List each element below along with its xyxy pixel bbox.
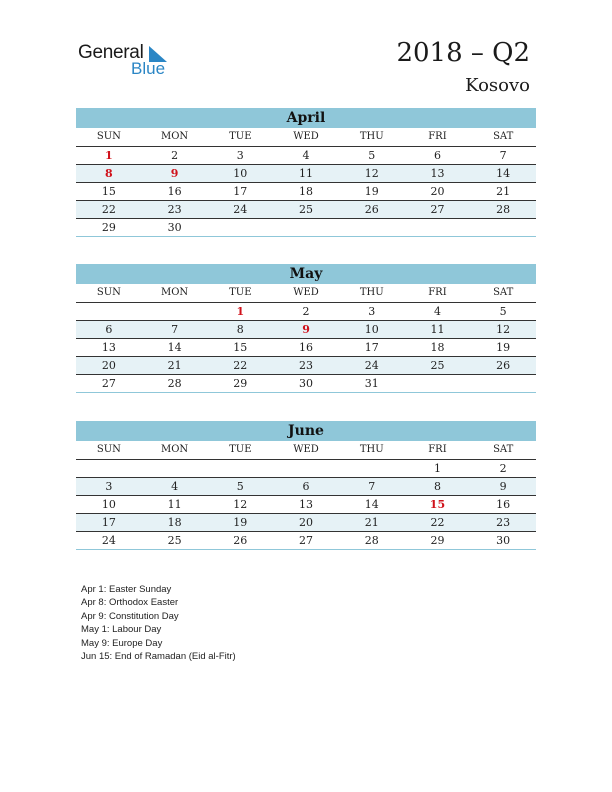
empty-date-cell (142, 303, 208, 320)
date-cell: 6 (433, 149, 441, 162)
weekday-label: SAT (493, 287, 514, 298)
weekday-label: SAT (493, 444, 514, 455)
weekday-label: FRI (428, 444, 447, 455)
page-title: 2018 – Q2 (396, 38, 530, 68)
date-cell: 21 (167, 359, 182, 372)
date-cell: 6 (302, 480, 310, 493)
week-row (76, 183, 536, 201)
date-cell: 2 (302, 305, 310, 318)
date-cell: 28 (167, 377, 182, 390)
date-cell: 21 (496, 185, 511, 198)
date-cell: 5 (236, 480, 244, 493)
weekday-header-row (76, 284, 536, 303)
date-cell: 3 (236, 149, 244, 162)
date-cell: 10 (364, 323, 379, 336)
date-cell: 27 (299, 534, 314, 547)
date-cell: 22 (233, 359, 248, 372)
empty-date-cell (76, 460, 142, 477)
date-cell: 13 (299, 498, 314, 511)
date-cell: 18 (430, 341, 445, 354)
week-row (76, 201, 536, 219)
country-name: Kosovo (465, 75, 530, 96)
date-cell: 30 (167, 221, 182, 234)
date-cell: 13 (430, 167, 445, 180)
empty-date-cell (142, 460, 208, 477)
date-cell: 26 (364, 203, 379, 216)
date-cell: 7 (171, 323, 179, 336)
date-cell: 16 (496, 498, 511, 511)
weekday-label: THU (359, 287, 384, 298)
month-calendar-april (76, 108, 536, 237)
date-cell: 13 (101, 341, 116, 354)
date-cell: 11 (430, 323, 445, 336)
date-cell: 24 (233, 203, 248, 216)
weekday-label: TUE (229, 287, 252, 298)
week-row (76, 303, 536, 321)
weekday-label: FRI (428, 131, 447, 142)
date-cell: 20 (101, 359, 116, 372)
holiday-note: Apr 8: Orthodox Easter (81, 597, 179, 609)
month-header: April (76, 108, 536, 128)
date-cell: 17 (364, 341, 379, 354)
empty-date-cell (470, 375, 536, 392)
month-calendar-may (76, 264, 536, 393)
date-cell: 27 (101, 377, 116, 390)
date-cell: 25 (299, 203, 314, 216)
holiday-note: May 1: Labour Day (81, 624, 162, 636)
date-cell: 15 (233, 341, 248, 354)
date-cell: 11 (299, 167, 314, 180)
empty-date-cell (339, 460, 405, 477)
logo (78, 42, 178, 78)
date-cell: 10 (233, 167, 248, 180)
date-cell: 14 (167, 341, 182, 354)
date-cell: 8 (433, 480, 441, 493)
date-cell: 24 (364, 359, 379, 372)
date-cell: 19 (496, 341, 511, 354)
week-row (76, 514, 536, 532)
logo-blue-text: Blue (131, 59, 166, 78)
date-cell: 25 (167, 534, 182, 547)
holiday-date: 9 (170, 167, 179, 180)
weekday-label: THU (359, 131, 384, 142)
date-cell: 10 (101, 498, 116, 511)
date-cell: 16 (167, 185, 182, 198)
date-cell: 20 (430, 185, 445, 198)
holiday-note: Jun 15: End of Ramadan (Eid al-Fitr) (81, 651, 236, 663)
holiday-note: May 9: Europe Day (81, 637, 163, 649)
date-cell: 11 (167, 498, 182, 511)
date-cell: 26 (233, 534, 248, 547)
weekday-label: FRI (428, 287, 447, 298)
date-cell: 2 (499, 462, 507, 475)
weekday-label: THU (359, 444, 384, 455)
month-header: May (76, 264, 536, 284)
holiday-note: Apr 9: Constitution Day (81, 610, 179, 622)
week-row (76, 219, 536, 237)
week-row (76, 339, 536, 357)
holiday-date: 1 (236, 305, 245, 318)
date-cell: 17 (233, 185, 248, 198)
month-header: June (76, 421, 536, 441)
week-row (76, 478, 536, 496)
weekday-header-row (76, 441, 536, 460)
date-cell: 23 (167, 203, 182, 216)
weekday-label: SAT (493, 131, 514, 142)
holiday-notes (81, 583, 236, 663)
date-cell: 28 (364, 534, 379, 547)
empty-date-cell (273, 219, 339, 236)
date-cell: 4 (171, 480, 179, 493)
weekday-label: WED (293, 444, 319, 455)
date-cell: 25 (430, 359, 445, 372)
week-row (76, 147, 536, 165)
empty-date-cell (405, 219, 471, 236)
empty-date-cell (273, 460, 339, 477)
date-cell: 26 (496, 359, 511, 372)
date-cell: 22 (430, 516, 445, 529)
date-cell: 21 (364, 516, 379, 529)
date-cell: 9 (499, 480, 507, 493)
holiday-date: 8 (105, 167, 113, 180)
date-cell: 5 (368, 149, 376, 162)
date-cell: 31 (364, 377, 379, 390)
date-cell: 24 (101, 534, 116, 547)
week-row (76, 496, 536, 514)
empty-date-cell (76, 303, 142, 320)
weekday-label: SUN (96, 287, 121, 298)
date-cell: 6 (105, 323, 113, 336)
date-cell: 17 (101, 516, 116, 529)
week-row (76, 321, 536, 339)
holiday-date: 15 (429, 498, 446, 511)
date-cell: 23 (496, 516, 511, 529)
date-cell: 7 (499, 149, 507, 162)
date-cell: 22 (101, 203, 116, 216)
weekday-label: TUE (229, 131, 252, 142)
holiday-date: 1 (105, 149, 113, 162)
weekday-label: TUE (229, 444, 252, 455)
date-cell: 3 (105, 480, 113, 493)
date-cell: 20 (299, 516, 314, 529)
week-row (76, 375, 536, 393)
date-cell: 12 (233, 498, 248, 511)
date-cell: 12 (364, 167, 379, 180)
week-row (76, 165, 536, 183)
date-cell: 18 (299, 185, 314, 198)
week-row (76, 357, 536, 375)
weekday-label: SUN (96, 131, 121, 142)
week-row (76, 460, 536, 478)
week-row (76, 532, 536, 550)
date-cell: 29 (233, 377, 248, 390)
empty-date-cell (207, 460, 273, 477)
empty-date-cell (470, 219, 536, 236)
weekday-label: MON (160, 444, 189, 455)
date-cell: 12 (496, 323, 511, 336)
weekday-label: MON (160, 131, 189, 142)
date-cell: 15 (101, 185, 116, 198)
date-cell: 5 (499, 305, 507, 318)
date-cell: 30 (496, 534, 511, 547)
weekday-label: SUN (96, 444, 121, 455)
date-cell: 28 (496, 203, 511, 216)
date-cell: 14 (496, 167, 511, 180)
empty-date-cell (405, 375, 471, 392)
empty-date-cell (339, 219, 405, 236)
weekday-label: WED (293, 131, 319, 142)
weekday-label: MON (160, 287, 189, 298)
date-cell: 16 (299, 341, 314, 354)
date-cell: 2 (171, 149, 179, 162)
date-cell: 1 (433, 462, 441, 475)
date-cell: 18 (167, 516, 182, 529)
weekday-label: WED (293, 287, 319, 298)
date-cell: 30 (299, 377, 314, 390)
date-cell: 3 (368, 305, 376, 318)
logo-general-text: General (78, 42, 144, 63)
date-cell: 14 (364, 498, 379, 511)
weekday-header-row (76, 128, 536, 147)
date-cell: 29 (101, 221, 116, 234)
date-cell: 27 (430, 203, 445, 216)
holiday-note: Apr 1: Easter Sunday (81, 584, 172, 595)
holiday-date: 9 (302, 323, 310, 336)
date-cell: 19 (233, 516, 248, 529)
month-calendar-june (76, 421, 536, 550)
date-cell: 19 (364, 185, 379, 198)
empty-date-cell (207, 219, 273, 236)
date-cell: 4 (433, 305, 441, 318)
date-cell: 8 (236, 323, 244, 336)
date-cell: 23 (299, 359, 314, 372)
date-cell: 4 (302, 149, 310, 162)
date-cell: 29 (430, 534, 445, 547)
date-cell: 7 (368, 480, 376, 493)
